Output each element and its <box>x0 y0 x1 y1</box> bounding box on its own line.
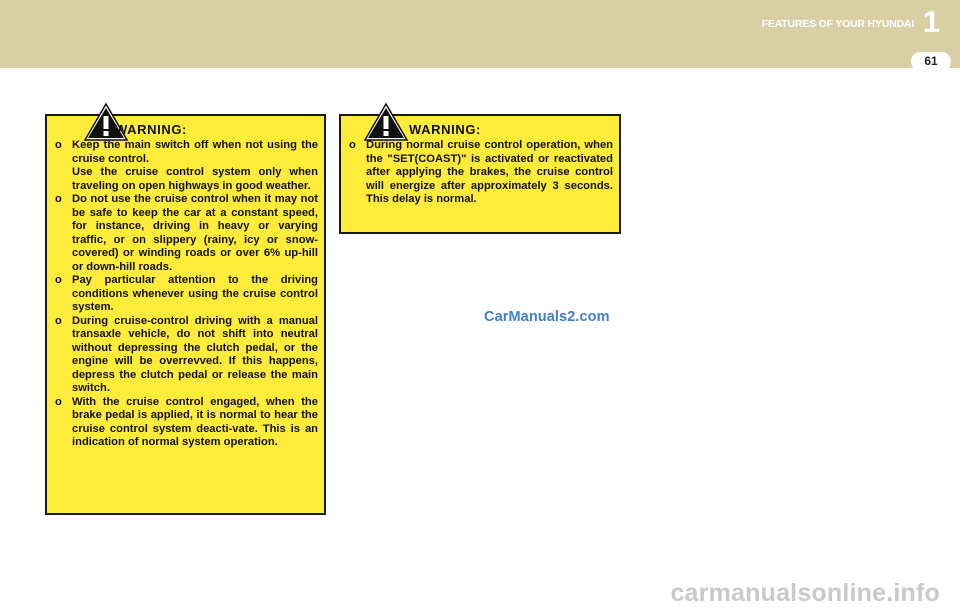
bullet: o <box>55 139 62 151</box>
warning-text: During cruise-control driving with a manual transaxle vehicle, do not shift into neutral without depressing the clutch pedal, or the engine will be overrevved. If this happens, depress the clutch pedal or release the main switch. <box>72 314 318 394</box>
warning-text: Keep the main switch off when not using the cruise control. <box>72 139 318 165</box>
bullet: o <box>349 139 356 151</box>
header-band <box>0 0 960 68</box>
warning-title: WARNING: <box>409 122 481 137</box>
watermark-link[interactable]: CarManuals2.com <box>484 309 610 325</box>
chapter-number: 1 <box>922 4 940 39</box>
warning-text: Do not use the cruise control when it may not be safe to keep the car at a constant speed, for instance, driving in heavy or varying traffic, or on slippery (rainy, icy or snow-covered) or winding roads or over 6% up-hill or down-hill roads. <box>72 193 318 273</box>
warning-text: With the cruise control engaged, when the brake pedal is applied, it is normal to hear the cruise control system deacti-vate. This is an indication of normal system operation. <box>72 395 318 448</box>
warning-header <box>55 122 318 139</box>
warning-text: Use the cruise control system only when traveling on open highways in good weather. <box>72 166 318 192</box>
warning-header <box>349 122 613 139</box>
warning-item <box>349 139 613 207</box>
warning-list <box>349 139 613 207</box>
page-number: 61 <box>911 52 951 71</box>
warning-text: Pay particular attention to the driving conditions whenever using the cruise control system. <box>72 274 318 313</box>
bullet: o <box>55 395 62 408</box>
warning-title: WARNING: <box>115 122 187 137</box>
warning-box-set-coast <box>339 114 621 234</box>
warning-triangle-icon <box>363 102 409 142</box>
footer-watermark: carmanualsonline.info <box>670 579 940 607</box>
bullet: o <box>55 193 62 205</box>
warning-box-cruise-usage <box>45 114 326 515</box>
section-title: FEATURES OF YOUR HYUNDAI <box>761 18 914 30</box>
warning-item <box>55 396 318 450</box>
warning-item <box>55 315 318 396</box>
bullet: o <box>55 314 62 327</box>
warning-item <box>55 274 318 315</box>
bullet: o <box>55 274 62 286</box>
warning-text: During normal cruise control operation, when the "SET(COAST)" is activated or reactivated after applying the brakes, the cruise control will energize after approximately 3 seconds. This delay is normal. <box>366 139 613 205</box>
warning-item <box>55 139 318 193</box>
warning-item <box>55 193 318 274</box>
warning-list <box>55 139 318 450</box>
